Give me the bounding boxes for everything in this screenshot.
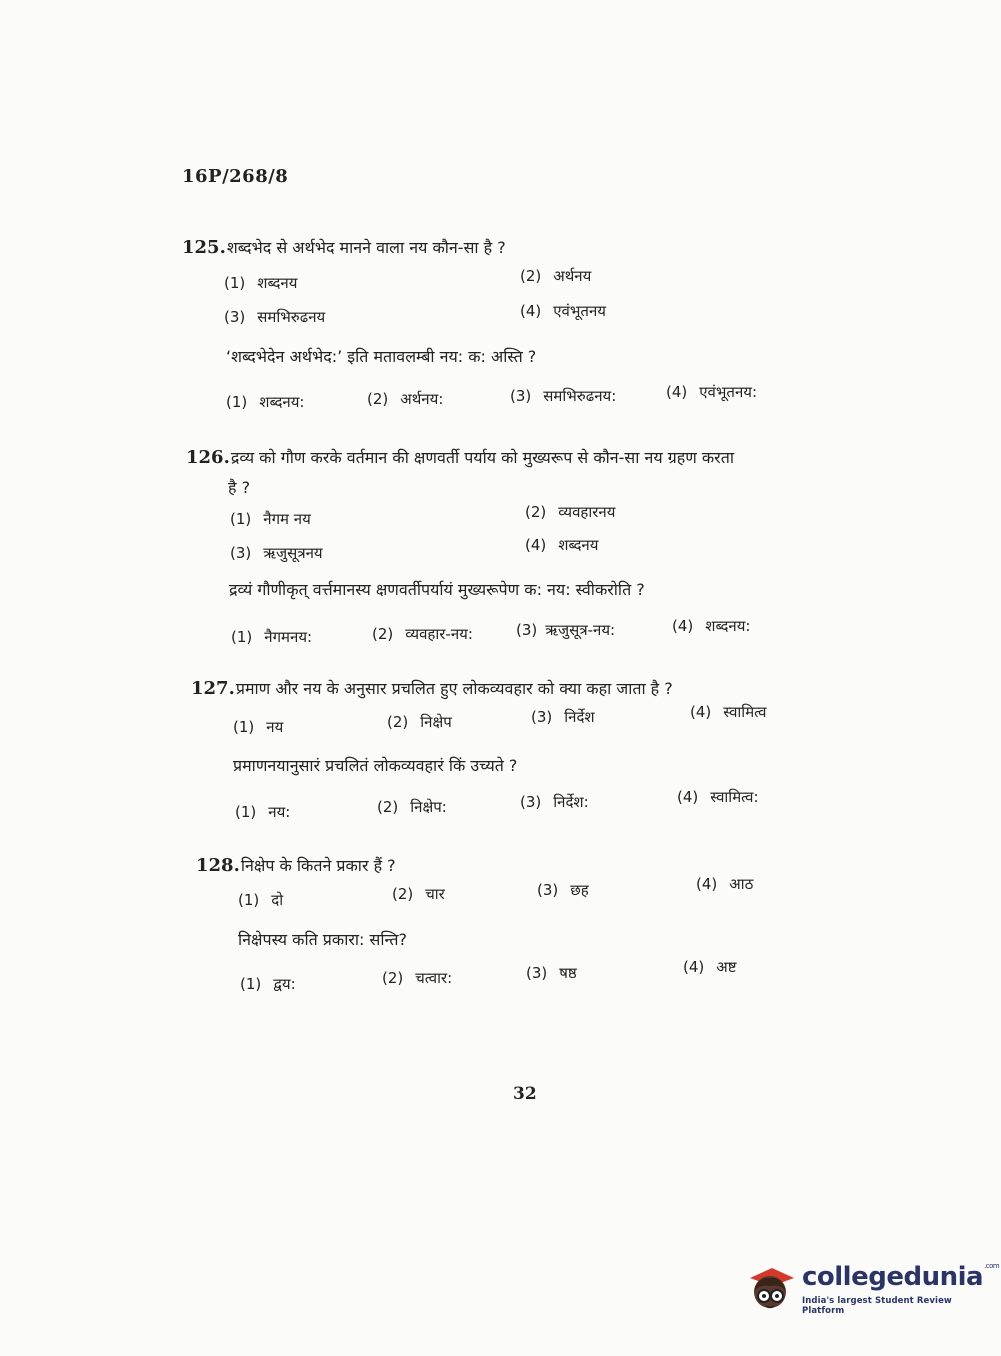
- q125-sanskrit-option-4: (4) एवंभूतनय:: [666, 383, 758, 401]
- question-128-hindi: [196, 854, 396, 876]
- q125-hindi-option-2: (2) अर्थनय: [520, 267, 592, 285]
- question-number: 127.: [191, 678, 235, 699]
- page-number: 32: [513, 1084, 537, 1104]
- q128-sanskrit-option-4: (4) अष्ट: [683, 958, 737, 976]
- question-125-hindi: [182, 236, 506, 258]
- q128-sanskrit-option-3: (3) षष्ठ: [526, 964, 577, 982]
- q125-sanskrit-text: ‘शब्दभेदेन अर्थभेद:’ इति मतावलम्बी नय: क: अस्ति ?: [226, 347, 537, 366]
- q128-hindi-option-1: (1) दो: [238, 891, 284, 909]
- paper-code: 16P/268/8: [182, 166, 289, 187]
- question-text: निक्षेप के कितने प्रकार हैं ?: [240, 856, 396, 875]
- q126-hindi-option-2: (2) व्यवहारनय: [525, 503, 616, 521]
- question-text: द्रव्य को गौण करके वर्तमान की क्षणवर्ती पर्याय को मुख्यरूप से कौन-सा नय ग्रहण करता: [230, 448, 734, 467]
- question-number: 126.: [186, 447, 230, 468]
- question-127-hindi: [191, 677, 673, 699]
- q125-hindi-option-1: (1) शब्दनय: [224, 274, 298, 292]
- question-number: 125.: [182, 237, 226, 258]
- q128-sanskrit-option-2: (2) चत्वार:: [382, 969, 453, 987]
- q128-hindi-option-2: (2) चार: [392, 885, 445, 903]
- q126-hindi-option-1: (1) नैगम नय: [230, 510, 311, 528]
- q127-hindi-option-2: (2) निक्षेप: [387, 713, 452, 731]
- q125-sanskrit-option-3: (3) समभिरुढनय:: [510, 387, 617, 405]
- q125-sanskrit-option-1: (1) शब्दनय:: [226, 393, 305, 411]
- question-text: प्रमाण और नय के अनुसार प्रचलित हुए लोकव्यवहार को क्या कहा जाता है ?: [235, 679, 673, 698]
- q127-hindi-option-4: (4) स्वामित्व: [690, 703, 767, 721]
- q127-sanskrit-option-1: (1) नय:: [235, 803, 291, 821]
- q126-sanskrit-option-1: (1) नैगमनय:: [231, 628, 313, 646]
- q127-hindi-option-1: (1) नय: [233, 718, 284, 736]
- question-126-hindi-cont: है ?: [228, 478, 251, 497]
- q125-hindi-option-3: (3) समभिरुढनय: [224, 308, 326, 326]
- q128-hindi-option-4: (4) आठ: [696, 875, 754, 893]
- q128-sanskrit-text: निक्षेपस्य कति प्रकारा: सन्ति?: [238, 930, 408, 949]
- q127-sanskrit-option-3: (3) निर्देश:: [520, 793, 589, 811]
- logo-tagline: India's largest Student Review Platform: [802, 1296, 952, 1316]
- q126-sanskrit-text: द्रव्यं गौणीकृत् वर्त्तमानस्य क्षणवर्तीपर्यायं मुख्यरूपेण क: नय: स्वीकरोति ?: [229, 580, 645, 599]
- q127-sanskrit-text: प्रमाणनयानुसारं प्रचलितं लोकव्यवहारं किं उच्यते ?: [233, 756, 518, 775]
- q128-sanskrit-option-1: (1) द्वय:: [240, 975, 296, 993]
- question-text: शब्दभेद से अर्थभेद मानने वाला नय कौन-सा है ?: [226, 238, 506, 257]
- q125-hindi-option-4: (4) एवंभूतनय: [520, 302, 607, 320]
- logo-wordmark: collegedunia$^{.com}$: [802, 1262, 1000, 1292]
- question-126-hindi: [186, 446, 734, 468]
- q127-hindi-option-3: (3) निर्देश: [531, 708, 595, 726]
- mascot-icon: [742, 1256, 798, 1312]
- q125-sanskrit-option-2: (2) अर्थनय:: [367, 390, 444, 408]
- q126-sanskrit-option-2: (2) व्यवहार-नय:: [372, 625, 473, 643]
- q126-hindi-option-4: (4) शब्दनय: [525, 536, 599, 554]
- q127-sanskrit-option-4: (4) स्वामित्व:: [677, 788, 759, 806]
- q127-sanskrit-option-2: (2) निक्षेप:: [377, 798, 447, 816]
- q128-hindi-option-3: (3) छह: [537, 881, 589, 899]
- q126-sanskrit-option-4: (4) शब्दनय:: [672, 617, 751, 635]
- collegedunia-logo[interactable]: [742, 1252, 1000, 1316]
- q126-sanskrit-option-3: (3) ऋजुसूत्र-नय:: [516, 621, 616, 639]
- q126-hindi-option-3: (3) ऋजुसूत्रनय: [230, 544, 323, 562]
- question-number: 128.: [196, 855, 240, 876]
